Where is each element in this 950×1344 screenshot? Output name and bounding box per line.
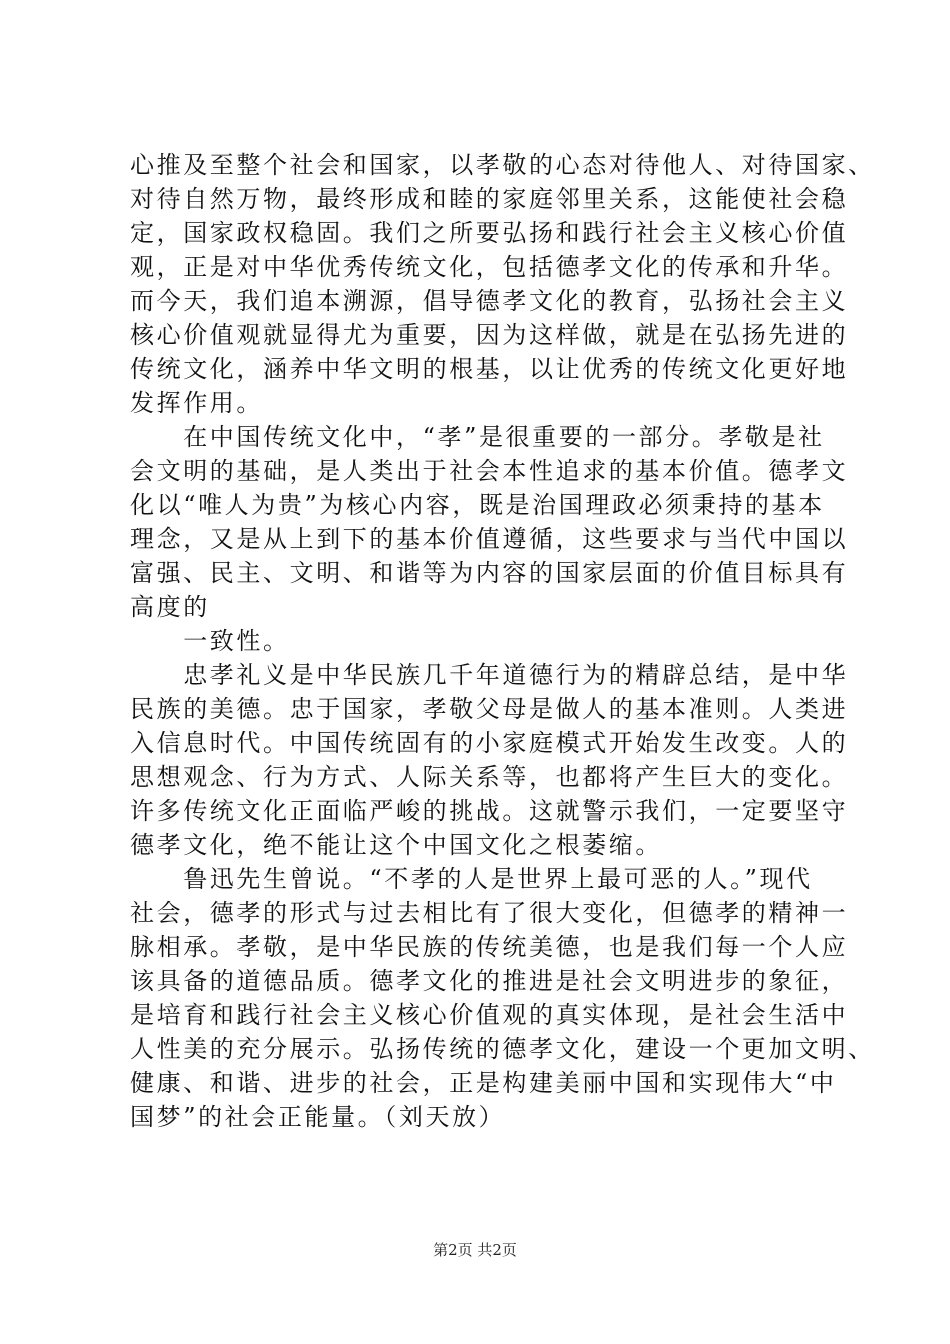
text-line: 德孝文化，绝不能让这个中国文化之根萎缩。 <box>130 831 662 859</box>
text-line: 许多传统文化正面临严峻的挑战。这就警示我们，一定要坚守 <box>130 797 849 825</box>
text-line: 对待自然万物，最终形成和睦的家庭邻里关系，这能使社会稳 <box>130 185 849 213</box>
text-line: 入信息时代。中国传统固有的小家庭模式开始发生改变。人的 <box>130 729 849 757</box>
text-line: 该具备的道德品质。德孝文化的推进是社会文明进步的象征， <box>130 967 849 995</box>
text-line: 人性美的充分展示。弘扬传统的德孝文化，建设一个更加文明、 <box>130 1035 875 1063</box>
text-line: 国梦”的社会正能量。（刘天放） <box>130 1103 506 1131</box>
text-line: 一致性。 <box>130 627 290 655</box>
text-line: 传统文化，涵养中华文明的根基，以让优秀的传统文化更好地 <box>130 355 849 383</box>
text-line: 会文明的基础，是人类出于社会本性追求的基本价值。德孝文 <box>130 457 849 485</box>
text-line: 是培育和践行社会主义核心价值观的真实体现，是社会生活中 <box>130 1001 849 1029</box>
text-line: 而今天，我们追本溯源，倡导德孝文化的教育，弘扬社会主义 <box>130 287 849 315</box>
text-line: 脉相承。孝敬，是中华民族的传统美德，也是我们每一个人应 <box>130 933 849 961</box>
body-text <box>130 148 875 1134</box>
text-line: 理念，又是从上到下的基本价值遵循，这些要求与当代中国以 <box>130 525 849 553</box>
text-line: 健康、和谐、进步的社会，正是构建美丽中国和实现伟大“中 <box>130 1069 837 1097</box>
text-line: 忠孝礼义是中华民族几千年道德行为的精辟总结，是中华 <box>130 661 849 689</box>
text-line: 思想观念、行为方式、人际关系等，也都将产生巨大的变化。 <box>130 763 849 791</box>
text-line: 核心价值观就显得尤为重要，因为这样做，就是在弘扬先进的 <box>130 321 849 349</box>
text-line: 在中国传统文化中，“孝”是很重要的一部分。孝敬是社 <box>130 423 825 451</box>
text-line: 民族的美德。忠于国家，孝敬父母是做人的基本准则。人类进 <box>130 695 849 723</box>
text-line: 观，正是对中华优秀传统文化，包括德孝文化的传承和升华。 <box>130 253 849 281</box>
text-line: 心推及至整个社会和国家，以孝敬的心态对待他人、对待国家、 <box>130 151 875 179</box>
text-line: 鲁迅先生曾说。“不孝的人是世界上最可恶的人。”现代 <box>130 865 813 893</box>
text-line: 富强、民主、文明、和谐等为内容的国家层面的价值目标具有 <box>130 559 849 587</box>
text-line: 化以“唯人为贵”为核心内容，既是治国理政必须秉持的基本 <box>130 491 825 519</box>
text-line: 社会，德孝的形式与过去相比有了很大变化，但德孝的精神一 <box>130 899 849 927</box>
page-number-footer: 第2页 共2页 <box>433 1241 517 1259</box>
text-line: 发挥作用。 <box>130 389 263 417</box>
text-line: 定，国家政权稳固。我们之所要弘扬和践行社会主义核心价值 <box>130 219 849 247</box>
text-line: 高度的 <box>130 593 210 621</box>
